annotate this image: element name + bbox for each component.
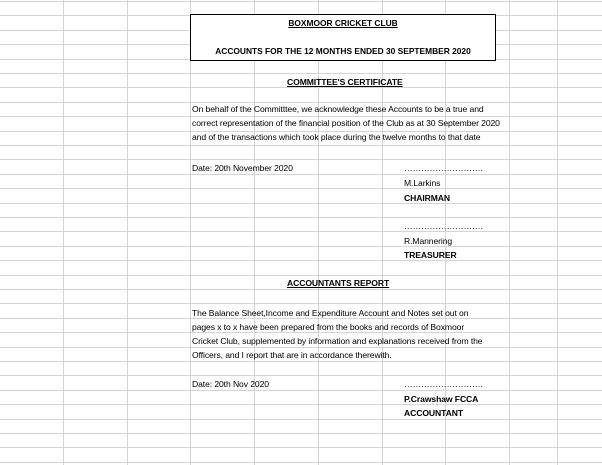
treasurer-role: TREASURER <box>404 250 457 260</box>
report-line-2: pages x to x have been prepared from the books and records of Boxmoor <box>192 322 465 332</box>
treasurer-name: R.Mannering <box>404 236 453 246</box>
accountant-name: P.Crawshaw FCCA <box>404 394 479 404</box>
certificate-line-1: On behalf of the Committtee, we acknowledge these Accounts to be a true and <box>192 104 484 114</box>
chairman-name: M.Larkins <box>404 178 441 188</box>
treasurer-signature-line: ………………………. <box>404 221 483 231</box>
report-line-3: Cricket Club, supplemented by information and explanations received from the <box>192 336 483 346</box>
committee-certificate-heading: COMMITTEE'S CERTIFICATE <box>287 77 403 87</box>
accountant-signature-line: ………………………. <box>404 379 483 389</box>
report-line-4: Officers, and I report that are in accordance therewith. <box>192 350 392 360</box>
report-date: Date: 20th Nov 2020 <box>192 379 269 389</box>
chairman-role: CHAIRMAN <box>404 193 450 203</box>
club-name: BOXMOOR CRICKET CLUB <box>288 18 398 28</box>
certificate-line-2: correct representation of the financial position of the Club as at 30 September 2020 <box>192 118 500 128</box>
certificate-line-3: and of the transactions which took place during the twelve months to that date <box>192 132 481 142</box>
title-box <box>190 14 496 61</box>
accountant-role: ACCOUNTANT <box>404 408 463 418</box>
report-line-1: The Balance Sheet,Income and Expenditure Account and Notes set out on <box>192 308 469 318</box>
accountants-report-heading: ACCOUNTANTS REPORT <box>287 278 390 288</box>
certificate-date: Date: 20th November 2020 <box>192 163 293 173</box>
accounts-title: ACCOUNTS FOR THE 12 MONTHS ENDED 30 SEPTEMBER 2020 <box>215 46 471 56</box>
chairman-signature-line: ………………………. <box>404 163 483 173</box>
